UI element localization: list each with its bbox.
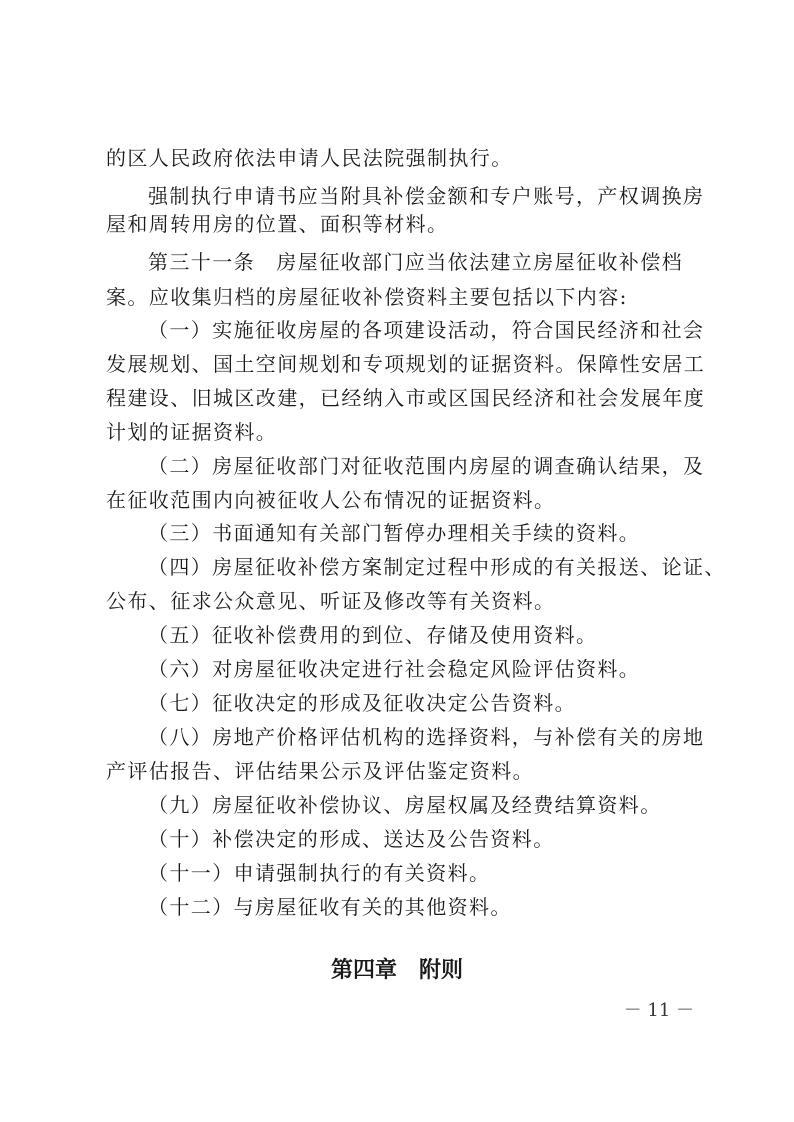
text-line: 发展规划、国土空间规划和专项规划的证据资料。保障性安居工 <box>106 352 706 376</box>
text-line: （九）房屋征收补偿协议、房屋权属及经费结算资料。 <box>148 793 662 817</box>
text-line: （十）补偿决定的形成、送达及公告资料。 <box>148 827 555 851</box>
text-line: 产评估报告、评估结果公示及评估鉴定资料。 <box>106 759 534 783</box>
text-line: 公布、征求公众意见、听证及修改等有关资料。 <box>106 589 556 613</box>
text-line: （五）征收补偿费用的到位、存储及使用资料。 <box>148 623 598 647</box>
text-line: （二）房屋征收部门对征收范围内房屋的调查确认结果，及 <box>148 454 705 478</box>
text-line: 屋和周转用房的位置、面积等材料。 <box>106 212 449 236</box>
text-line: （八）房地产价格评估机构的选择资料，与补偿有关的房地 <box>148 725 705 749</box>
text-line: （十一）申请强制执行的有关资料。 <box>148 861 491 885</box>
text-line: 案。应收集归档的房屋征收补偿资料主要包括以下内容: <box>106 285 628 309</box>
text-line: （十二）与房屋征收有关的其他资料。 <box>148 895 512 919</box>
text-line: 的区人民政府依法申请人民法院强制执行。 <box>106 146 513 170</box>
text-line: （一）实施征收房屋的各项建设活动，符合国民经济和社会 <box>148 318 705 342</box>
text-line: 强制执行申请书应当附具补偿金额和专户账号，产权调换房 <box>148 184 705 208</box>
text-line: 程建设、旧城区改建，已经纳入市或区国民经济和社会发展年度 <box>106 386 706 410</box>
text-line: （四）房屋征收补偿方案制定过程中形成的有关报送、论证、 <box>148 555 726 579</box>
text-line: （三）书面通知有关部门暂停办理相关手续的资料。 <box>148 521 641 545</box>
text-line: （七）征收决定的形成及征收决定公告资料。 <box>148 691 576 715</box>
page-number: － 11 － <box>623 1000 694 1021</box>
text-line: 在征收范围内向被征收人公布情况的证据资料。 <box>106 488 556 512</box>
chapter-heading: 第四章 附则 <box>330 958 463 983</box>
text-line: 第三十一条 房屋征收部门应当依法建立房屋征收补偿档 <box>148 250 683 274</box>
text-line: 计划的证据资料。 <box>106 420 278 444</box>
text-line: （六）对房屋征收决定进行社会稳定风险评估资料。 <box>148 657 641 681</box>
